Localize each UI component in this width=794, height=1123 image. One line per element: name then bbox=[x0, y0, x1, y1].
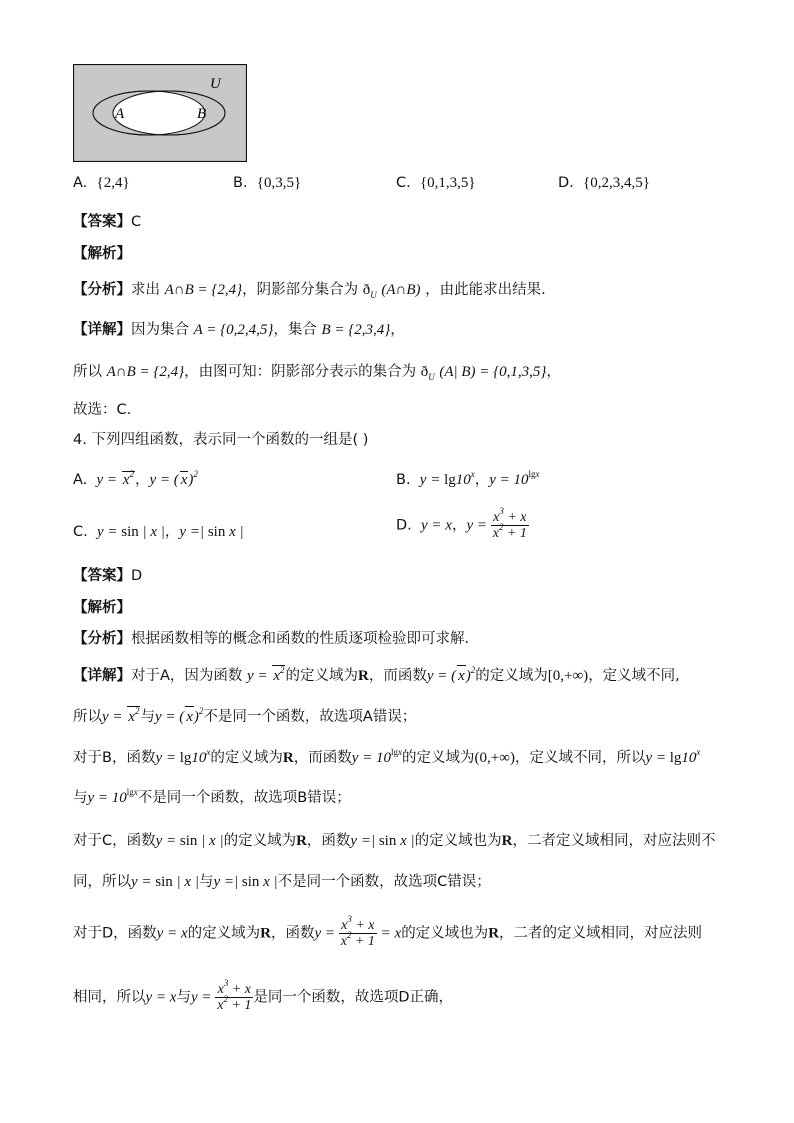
q3-answer: 【答案】C bbox=[73, 214, 142, 230]
venn-diagram bbox=[73, 64, 247, 162]
q4-answer: 【答案】D bbox=[73, 568, 143, 584]
q4-detail-c: 对于C，函数y = sin | x |的定义域为R，函数y =| sin x |的定义域也为R，二者定义域相同，对应法则不 bbox=[73, 833, 716, 849]
q4-fenxi: 【分析】根据函数相等的概念和函数的性质逐项检验即可求解. bbox=[73, 631, 470, 647]
q4-detail-a-2: 所以$y = x^2$与y = ( x)$^2$不是同一个函数，故选项A错误； bbox=[73, 706, 417, 725]
q4-option-d: D. y = x，y = $\frac{x^3 + x}{x^2 + 1}$ bbox=[396, 506, 527, 541]
q3-conclusion: 故选：C. bbox=[73, 402, 132, 418]
q3-analysis-heading: 【解析】 bbox=[73, 246, 131, 262]
q3-detail-line2: 所以 A∩B = {2,4}，由图可知：阴影部分表示的集合为 $ð_U$ (A| B) = {0,1,3,5}， bbox=[73, 364, 561, 382]
q4-detail-b: 对于B，函数$y = \lg 10^x$的定义域为R，而函数$y = 10^{lgx}$的定义域为(0,+∞)，定义域不同，所以$y = \lg 10^x$ bbox=[73, 747, 701, 766]
q3-detail: 【详解】因为集合 A = {0,2,4,5}，集合 B = {2,3,4}， bbox=[73, 322, 405, 338]
venn-label-u: U bbox=[210, 76, 221, 92]
q3-fenxi: 【分析】求出 A∩B = {2,4}，阴影部分集合为 $ð_U$ (A∩B) ，由此能求出结果. bbox=[73, 282, 546, 300]
venn-label-a: A bbox=[115, 106, 125, 122]
q4-detail-b-2: 与$y = 10^{lgx}$不是同一个函数，故选项B错误； bbox=[73, 787, 351, 806]
q4-option-a: A. $y = x^2$，y = ( x)$^2$ bbox=[73, 469, 198, 488]
q3-option-c: C. {0,1,3,5} bbox=[396, 175, 476, 191]
q4-analysis-heading: 【解析】 bbox=[73, 600, 131, 616]
q4-detail-a: 【详解】对于A，因为函数 $y = x^2$的定义域为R，而函数y = ( x)$^2$的定义域为[0,+∞)，定义域不同, bbox=[73, 665, 680, 684]
q4-option-c: C. y = sin | x |，y =| sin x | bbox=[73, 524, 244, 540]
q4-option-b: B. $y = \lg 10^x$，$y = 10^{lgx}$ bbox=[396, 469, 540, 488]
venn-label-b: B bbox=[197, 106, 207, 122]
q4-detail-d: 对于D，函数y = x的定义域为R，函数y = $\frac{x^3 + x}{x^2 + 1}$ = x的定义域也为R，二者的定义域相同，对应法则 bbox=[73, 914, 703, 949]
q3-option-a: A. {2,4} bbox=[73, 175, 130, 191]
q4-detail-d-2: 相同，所以y = x与y = $\frac{x^3 + x}{x^2 + 1}$ 是同一个函数，故选项D正确， bbox=[73, 978, 454, 1013]
q3-option-b: B. {0,3,5} bbox=[233, 175, 302, 191]
q4-stem: 4. 下列四组函数，表示同一个函数的一组是( ) bbox=[73, 432, 369, 448]
q4-detail-c-2: 同，所以y = sin | x |与y =| sin x |不是同一个函数，故选项C错误； bbox=[73, 874, 491, 890]
q3-option-d: D. {0,2,3,4,5} bbox=[558, 175, 650, 191]
